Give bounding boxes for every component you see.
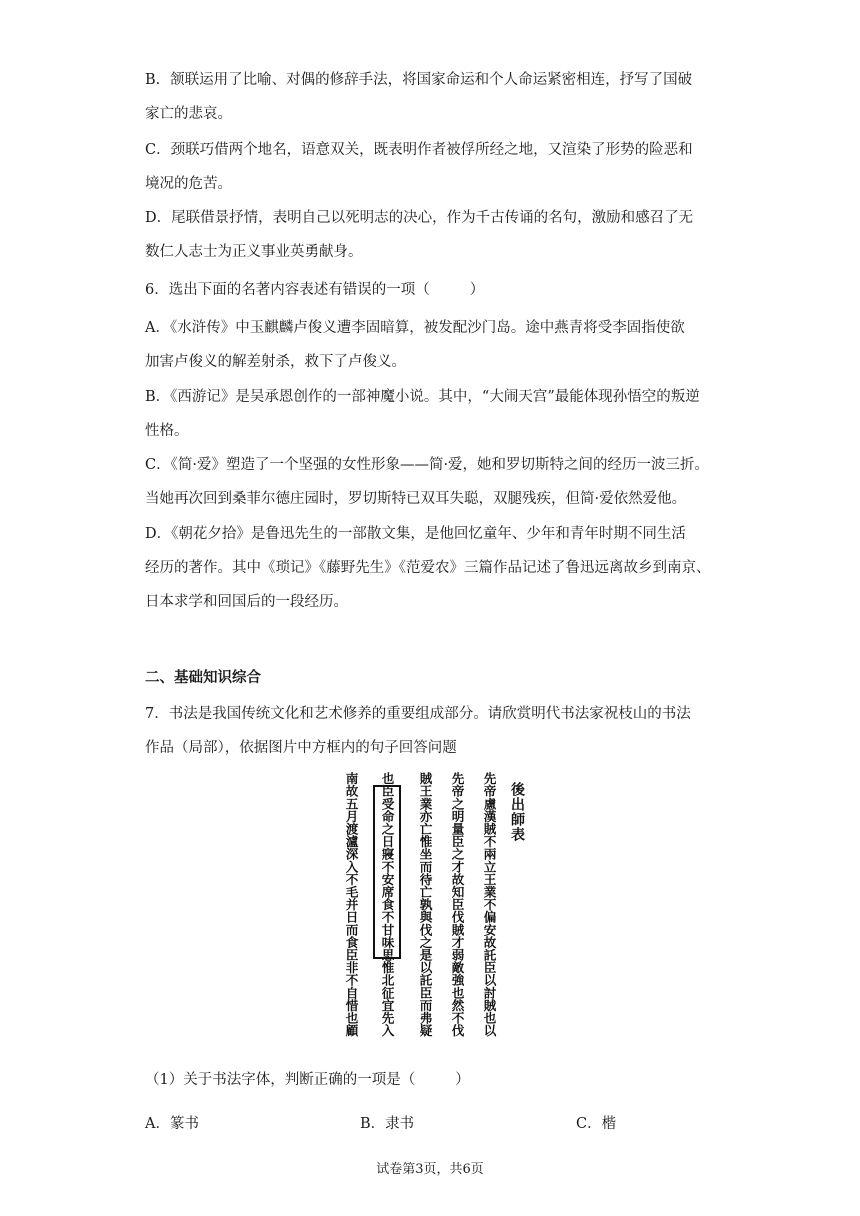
q5-option-c-line1: C．颈联巧借两个地名，语意双关，既表明作者被俘所经之地，又渲染了形势的险恶和 xyxy=(145,142,693,158)
q7-sub1-stem-text: （1）关于书法字体，判断正确的一项是（ xyxy=(145,1072,416,1088)
q7-stem-line2: 作品（局部），依据图片中方框内的句子回答问题 xyxy=(145,740,457,756)
q7-sub1-stem-close: ） xyxy=(455,1072,470,1088)
calligraphy-column-5: 南故五月渡瀘深入不毛并日而食臣非不自惜也顧 xyxy=(343,772,359,1037)
q6-option-d-line1: D．《朝花夕拾》是鲁迅先生的一部散文集，是他回忆童年、少年和青年时期不同生活 xyxy=(145,526,686,542)
q6-stem xyxy=(145,280,484,300)
calligraphy-column-title: 後出師表 xyxy=(509,782,525,842)
calligraphy-column-2: 先帝之明量臣之才故知臣伐賊才弱敵強也然不伐 xyxy=(449,772,465,1037)
q7-sub1-stem xyxy=(145,1070,470,1090)
q6-option-a-line2: 加害卢俊义的解差射杀，救下了卢俊义。 xyxy=(145,354,406,370)
calligraphy-column-3: 賊王業亦亡惟坐而待亡孰與伐之是以託臣而弗疑 xyxy=(417,772,433,1037)
q5-option-d-line2: 数仁人志士为正义事业英勇献身。 xyxy=(145,244,363,260)
page-footer: 试卷第3页，共6页 xyxy=(376,1162,484,1177)
q6-option-d-line2: 经历的著作。其中《琐记》《藤野先生》《范爱农》三篇作品记述了鲁迅远离故乡到南京、 xyxy=(145,560,711,576)
q6-option-b-line2: 性格。 xyxy=(145,423,189,439)
section-heading: 二、基础知识综合 xyxy=(145,670,261,686)
q7-sub1-option-b[interactable]: B．隶书 xyxy=(360,1116,415,1132)
q5-option-c-line2: 境况的危苦。 xyxy=(145,176,232,192)
q6-option-d-line3: 日本求学和回国后的一段经历。 xyxy=(145,594,348,610)
q7-stem-line1: 7．书法是我国传统文化和艺术修养的重要组成部分。请欣赏明代书法家祝枝山的书法 xyxy=(145,706,691,722)
q6-option-a-line1: A．《水浒传》中玉麒麟卢俊义遭李固暗算，被发配沙门岛。途中燕青将受李固指使欲 xyxy=(145,320,685,336)
calligraphy-svg xyxy=(335,766,535,1054)
q6-stem-close: ） xyxy=(469,282,485,298)
q5-option-d-line1: D．尾联借景抒情，表明自己以死明志的决心，作为千古传诵的名句，激励和感召了无 xyxy=(145,210,694,226)
calligraphy-image xyxy=(335,766,535,1054)
q6-option-c-line2: 当她再次回到桑菲尔德庄园时，罗切斯特已双耳失聪，双腿残疾，但简·爱依然爱他。 xyxy=(145,491,687,507)
calligraphy-column-1: 先帝慮漢賊不兩立王業不偏安故託臣以討賊也以 xyxy=(481,772,497,1037)
calligraphy-column-4: 也臣受命之日寢不安席食不甘味思惟北征宜先入 xyxy=(379,772,395,1037)
q6-option-b-line1: B．《西游记》是吴承恩创作的一部神魔小说。其中，“大闹天宫”最能体现孙悟空的叛逆 xyxy=(145,389,700,405)
q5-option-b-line1: B．颔联运用了比喻、对偶的修辞手法，将国家命运和个人命运紧密相连，抒写了国破 xyxy=(145,72,693,88)
q6-option-c-line1: C．《简·爱》塑造了一个坚强的女性形象——简·爱，她和罗切斯特之间的经历一波三折。 xyxy=(145,457,710,473)
q7-sub1-option-c[interactable]: C．楷 xyxy=(576,1116,617,1132)
q5-option-b-line2: 家亡的悲哀。 xyxy=(145,106,232,122)
q6-stem-text: 6．选出下面的名著内容表述有错误的一项（ xyxy=(145,282,430,298)
q7-sub1-option-a[interactable]: A．篆书 xyxy=(145,1116,199,1132)
